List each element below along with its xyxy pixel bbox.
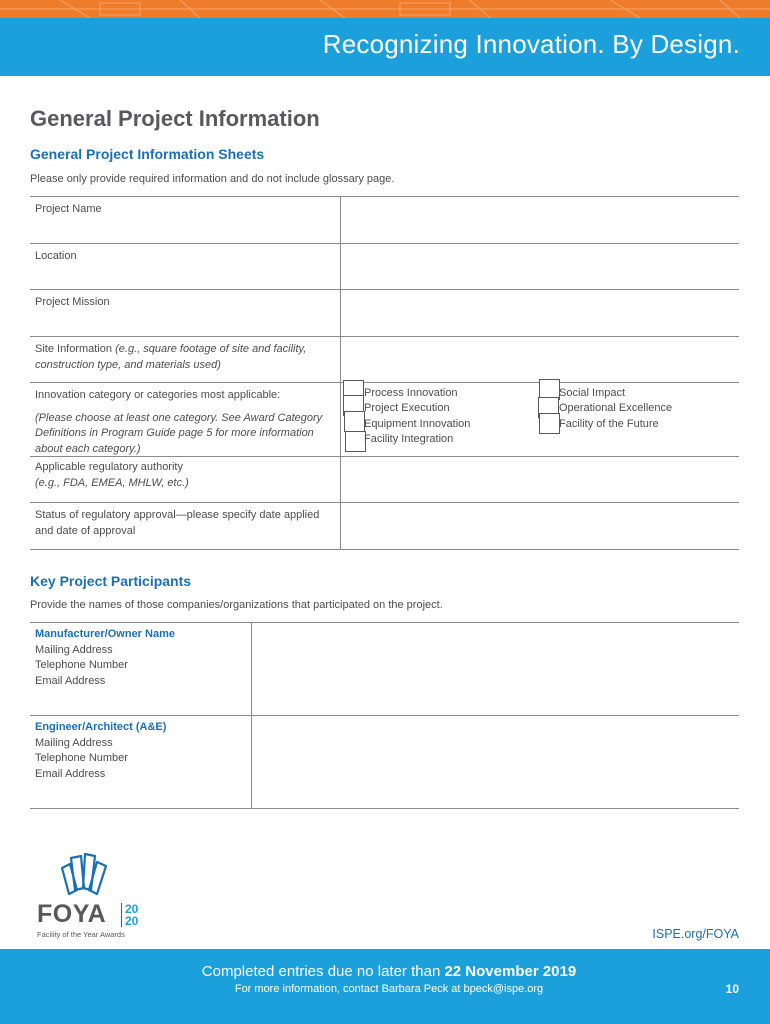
row-engineer-architect (30, 716, 739, 809)
foya-year-top: 20 (125, 902, 139, 916)
mailing-address-label: Mailing Address (35, 643, 113, 656)
field-regulatory-authority[interactable] (341, 457, 739, 502)
field-site-information[interactable] (341, 337, 739, 382)
option-equipment-innovation: Equipment Innovation (364, 418, 471, 430)
row-location (30, 244, 739, 290)
option-social-impact: Social Impact (559, 387, 626, 399)
top-decorative-strip (0, 0, 770, 18)
foya-year (121, 903, 138, 927)
page-title: General Project Information (30, 106, 320, 131)
option-facility-integration: Facility Integration (364, 433, 454, 445)
option-operational-excellence: Operational Excellence (559, 402, 673, 414)
regulatory-label: Applicable regulatory authority (35, 461, 183, 473)
label-project-name: Project Name (30, 197, 341, 243)
category-options (341, 383, 739, 456)
label-manufacturer-owner (30, 623, 252, 715)
label-location: Location (30, 244, 341, 289)
field-manufacturer-owner[interactable] (252, 623, 739, 715)
field-engineer-architect[interactable] (252, 716, 739, 808)
footer-band (0, 949, 770, 1024)
row-regulatory-authority (30, 457, 739, 503)
footer-deadline (0, 963, 770, 980)
label-regulatory-authority (30, 457, 341, 502)
email-address-label: Email Address (35, 767, 106, 780)
manufacturer-owner-name-label: Manufacturer/Owner Name (35, 628, 175, 640)
ispe-foya-link[interactable]: ISPE.org/FOYA (652, 927, 739, 941)
foya-year-bottom: 20 (125, 914, 139, 928)
label-site-information (30, 337, 341, 382)
site-info-hint: (e.g., square footage of site and facility, construction type, and materials used) (35, 343, 307, 371)
participants-table (30, 622, 739, 809)
site-info-label: Site Information (35, 343, 113, 355)
header-title: Recognizing Innovation. By Design. (322, 29, 740, 59)
label-project-mission: Project Mission (30, 290, 341, 336)
foya-subtitle: Facility of the Year Awards (37, 930, 125, 939)
deadline-date: 22 November 2019 (444, 963, 577, 980)
header-band (0, 18, 770, 76)
row-project-mission (30, 290, 739, 337)
foya-wordmark: FOYA (37, 900, 107, 928)
row-regulatory-status (30, 503, 739, 550)
row-project-name (30, 197, 739, 244)
sheets-note: Please only provide required information and do not include glossary page. (30, 173, 395, 185)
innovation-hint: (Please choose at least one category. See Award Category Definitions in Program Guide page 5 for more information about each category.) (35, 411, 323, 455)
participants-heading: Key Project Participants (30, 573, 192, 589)
field-project-name[interactable] (341, 197, 739, 243)
project-info-table (30, 196, 739, 550)
label-engineer-architect (30, 716, 252, 808)
field-project-mission[interactable] (341, 290, 739, 336)
checkbox-equipment-innovation[interactable] (344, 411, 365, 432)
sheets-heading: General Project Information Sheets (30, 146, 265, 162)
option-process-innovation: Process Innovation (364, 387, 458, 399)
innovation-label: Innovation category or categories most applicable: (35, 389, 281, 401)
label-regulatory-status: Status of regulatory approval—please specify date applied and date of approval (30, 503, 341, 549)
email-address-label: Email Address (35, 674, 106, 687)
row-innovation-category (30, 383, 739, 457)
page-number: 10 (725, 982, 739, 996)
deadline-prefix: Completed entries due no later than (201, 963, 441, 980)
option-project-execution: Project Execution (364, 402, 450, 414)
field-location[interactable] (341, 244, 739, 289)
label-innovation-category (30, 383, 341, 456)
telephone-number-label: Telephone Number (35, 752, 128, 764)
mailing-address-label: Mailing Address (35, 736, 113, 749)
option-facility-of-the-future: Facility of the Future (559, 418, 659, 430)
participants-note: Provide the names of those companies/organizations that participated on the project. (30, 599, 443, 611)
row-site-information (30, 337, 739, 383)
checkbox-facility-integration[interactable] (345, 431, 366, 452)
field-regulatory-status[interactable] (341, 503, 739, 549)
engineer-architect-label: Engineer/Architect (A&E) (35, 721, 167, 733)
regulatory-hint: (e.g., FDA, EMEA, MHLW, etc.) (35, 476, 189, 489)
row-manufacturer-owner (30, 623, 739, 716)
blueprint-pattern (0, 0, 770, 18)
footer-contact: For more information, contact Barbara Peck at bpeck@ispe.org (234, 983, 544, 995)
checkbox-facility-of-the-future[interactable] (539, 413, 560, 434)
telephone-number-label: Telephone Number (35, 659, 128, 671)
